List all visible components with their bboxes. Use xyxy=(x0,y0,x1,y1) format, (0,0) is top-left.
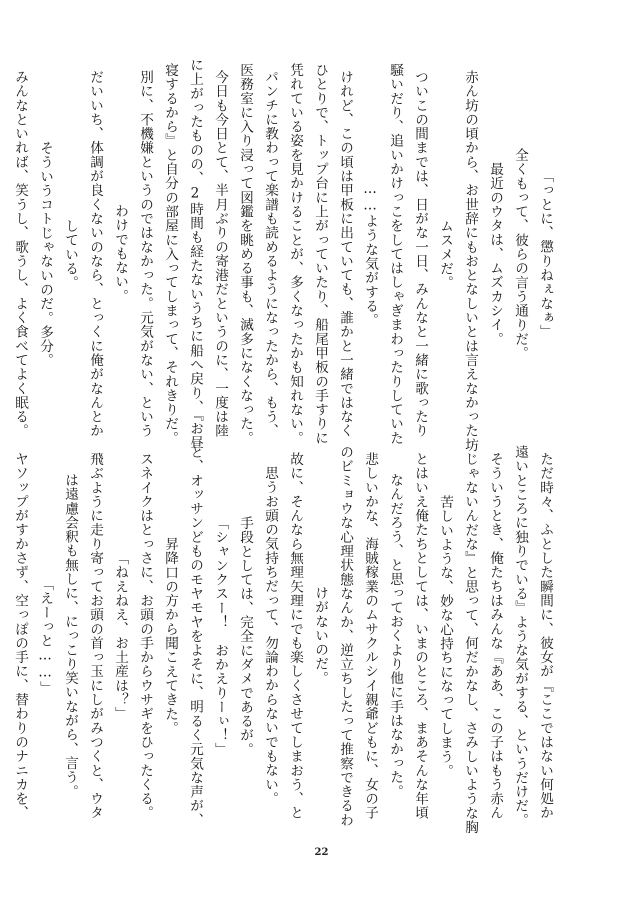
text-line: 最近のウタは、ムズカシイ。 xyxy=(487,162,503,346)
text-line: ただ時々、ふとした瞬間に、彼女が『ここではない何処か xyxy=(537,452,553,820)
text-line: 「っとに、懲りねぇなぁ」 xyxy=(537,169,553,339)
text-line: は遠慮会釈も無しに、にっこり笑いながら、言う。 xyxy=(62,473,78,799)
text-line: 赤ん坊の頃から、お世辞にもおとなしいとは言えなかった xyxy=(462,70,478,438)
text-line: 騒いだり、追いかけっこをしてはしゃぎまわったりしていた xyxy=(387,62,403,446)
text-line: 故に、そんなら無理矢理にでも楽しくさせてしまおう、と xyxy=(287,452,303,820)
text-line: ヤソップがすかさず、空っぽの手に、替わりのナニカを、 xyxy=(12,452,28,820)
text-line: 思うお頭の気持ちだって、勿論わからないでもない。 xyxy=(262,466,278,806)
text-line: 「シャンクスー！ おかえりーぃ！」 xyxy=(212,515,228,757)
text-line: なんだろう、と思っておくより他に手はなかった。 xyxy=(387,473,403,799)
text-line: 悲しいかな、海賊稼業のムサクルシイ親爺どもに、女の子 xyxy=(362,452,378,820)
text-line: 手段としては、完全にダメであるが。 xyxy=(237,515,253,757)
text-line: 医務室に入り浸って図鑑を眺める事も、滅多になくなった。 xyxy=(237,62,253,446)
text-line: 昇降口の方から聞こえてきた。 xyxy=(162,536,178,736)
text-line: けがないのだ。 xyxy=(312,586,328,686)
text-line: に上がったものの、2時間も経たないうちに船へ戻り、『お昼 xyxy=(187,58,203,450)
text-line: 苦しいような、妙な心持ちになってしまう。 xyxy=(437,494,453,778)
text-line: 全くもって、彼らの言う通りだ。 xyxy=(512,147,528,361)
text-line: スネイクはとっさに、お頭の手からウサギをひったくる。 xyxy=(137,452,153,820)
text-line: ムスメだ。 xyxy=(437,218,453,290)
text-line: 別に、不機嫌というのではなかった。元気がない、という xyxy=(137,70,153,438)
text-line: と、オッサンどものモヤモヤをよそに、明るく元気な声が、 xyxy=(187,444,203,828)
text-line: そういうとき、俺たちはみんな『ああ、この子はもう赤ん xyxy=(487,452,503,820)
page-number: 22 xyxy=(314,847,329,858)
text-line: そういうコトじゃないのだ。多分。 xyxy=(37,140,53,368)
text-line: わけでもない。 xyxy=(112,204,128,304)
text-line: 「ねえねえ、お土産は？」 xyxy=(112,551,128,721)
text-line: みんなといれば、笑うし、歌うし、よく食べてよく眠る。 xyxy=(12,70,28,438)
upper-text-block xyxy=(12,58,553,450)
text-line: している。 xyxy=(62,218,78,290)
text-line: けれど、この頃は甲板に出ていても、誰かと一緒ではなく xyxy=(337,70,353,438)
text-line: のビミョウな心理状態なんか、逆立ちしたって推察できるわ xyxy=(337,444,353,828)
text-line: だいいち、体調が良くないのなら、とっくに俺がなんとか xyxy=(87,70,103,438)
lower-text-block xyxy=(12,437,553,835)
text-line: 坊じゃないんだな』と思って、何だかなし、さみしいような胸 xyxy=(462,437,478,835)
text-line: 遠いところに独りでいる』ような気がする、というだけだ。 xyxy=(512,444,528,828)
text-line: ひとりで、トップ台に上がっていたり、船尾甲板の手すりに xyxy=(312,62,328,446)
text-line: ついこの間までは、日がな一日、みんなと一緒に歌ったり xyxy=(412,70,428,438)
text-line: 飛ぶように走り寄ってお頭の首っ玉にしがみつくと、ウタ xyxy=(87,452,103,820)
text-line: ……ような気がする。 xyxy=(362,180,378,328)
text-line: 寝するから』と自分の部屋に入ってしまって、それきりだ。 xyxy=(162,62,178,446)
text-line: 今日も今日とて、半月ぶりの寄港だというのに、一度は陸 xyxy=(212,70,228,438)
text-line: とはいえ俺たちとしては、いまのところ、まあそんな年頃 xyxy=(412,452,428,820)
text-line: 凭れている姿を見かけることが、多くなったかも知れない。 xyxy=(287,62,303,446)
text-line: パンチに教わって楽譜も読めるようになったから、もう、 xyxy=(262,70,278,438)
text-line: 「えーっと……」 xyxy=(37,577,53,695)
